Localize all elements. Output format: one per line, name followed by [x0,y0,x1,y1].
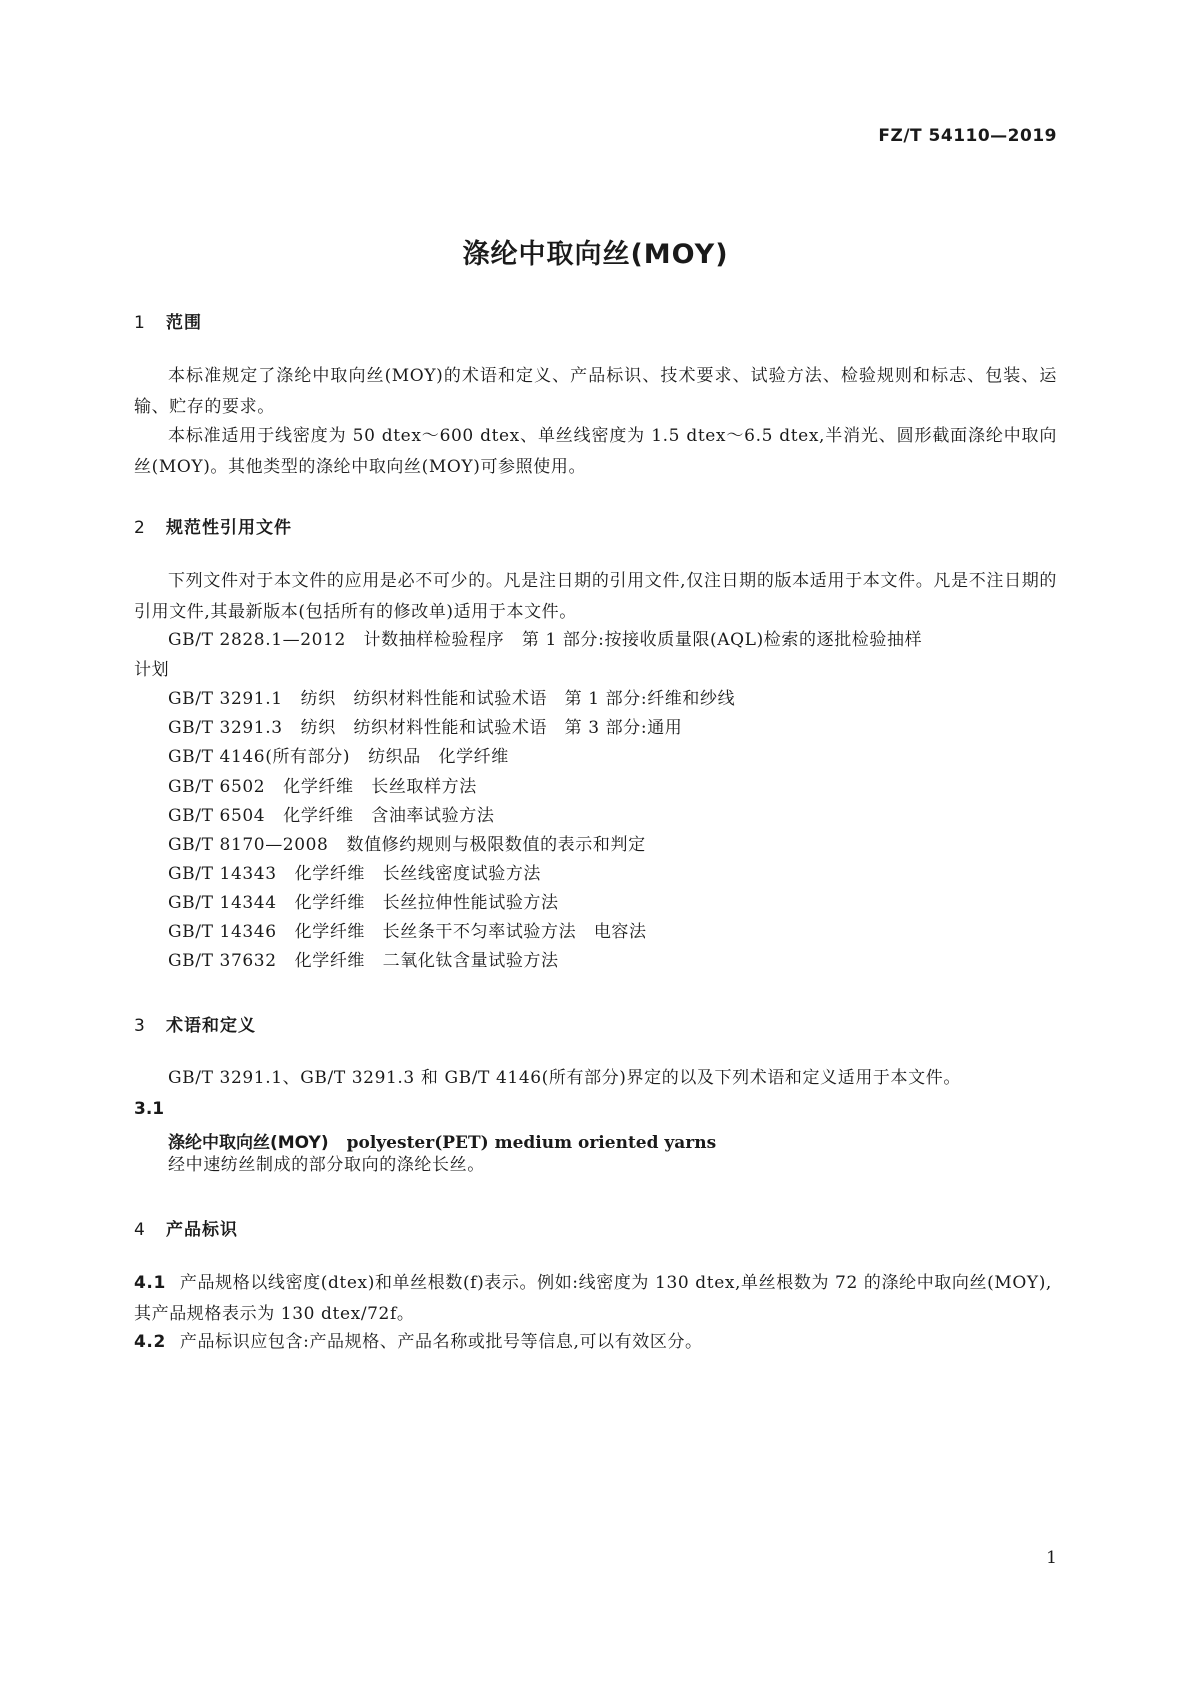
reference-title: 化学纤维 长丝取样方法 [283,777,477,797]
section-2-heading [134,513,292,538]
reference-item [168,772,477,803]
reference-item [168,917,647,948]
section-3-heading [134,1011,256,1036]
reference-code: GB/T 6502 [168,777,266,797]
section-number: 3 [134,1016,146,1036]
reference-code: GB/T 37632 [168,951,277,971]
section-4-heading [134,1215,238,1240]
reference-item [168,742,509,773]
term-name-cn: 涤纶中取向丝(MOY) [168,1133,329,1153]
clause-4-2 [134,1327,1057,1358]
reference-item [168,830,646,861]
reference-title: 纺织 纺织材料性能和试验术语 第 1 部分:纤维和纱线 [300,689,736,709]
reference-title: 化学纤维 长丝线密度试验方法 [294,864,542,884]
reference-item [168,801,494,832]
reference-title: 化学纤维 含油率试验方法 [283,806,495,826]
reference-title: 纺织 纺织材料性能和试验术语 第 3 部分:通用 [300,718,683,738]
section-title: 术语和定义 [166,1016,256,1036]
reference-code: GB/T 14346 [168,922,277,942]
reference-item [168,859,541,890]
clause-text: 产品规格以线密度(dtex)和单丝根数(f)表示。例如:线密度为 130 dtex,单丝根数为 72 的涤纶中取向丝(MOY),其产品规格表示为 130 dtex/72f。 [134,1273,1052,1324]
clause-4-1 [134,1268,1057,1330]
reference-code: GB/T 14343 [168,864,277,884]
term-number: 3.1 [134,1099,165,1119]
clause-text: 产品标识应包含:产品规格、产品名称或批号等信息,可以有效区分。 [179,1332,703,1352]
reference-code: GB/T 3291.3 [168,718,283,738]
term-definition: 经中速纺丝制成的部分取向的涤纶长丝。 [168,1155,485,1175]
references-intro: 下列文件对于本文件的应用是必不可少的。凡是注日期的引用文件,仅注日期的版本适用于本文件。凡是不注日期的引用文件,其最新版本(包括所有的修改单)适用于本文件。 [134,571,1057,622]
reference-title: 纺织品 化学纤维 [368,747,509,767]
reference-title: 化学纤维 二氧化钛含量试验方法 [294,951,559,971]
section-title: 范围 [166,313,202,333]
section-number: 4 [134,1220,146,1240]
reference-item-continuation: 计划 [134,660,170,680]
scope-paragraph-1: 本标准规定了涤纶中取向丝(MOY)的术语和定义、产品标识、技术要求、试验方法、检验规则和标志、包装、运输、贮存的要求。 [134,366,1057,417]
reference-code: GB/T 4146(所有部分) [168,747,351,767]
term-name-en: polyester(PET) medium oriented yarns [346,1133,717,1153]
reference-item [168,946,559,977]
section-1-heading [134,308,202,333]
reference-item: GB/T 2828.1—2012 计数抽样检验程序 第 1 部分:按接收质量限(AQL)检索的逐批检验抽样 [168,630,923,650]
section-title: 产品标识 [166,1220,238,1240]
reference-title: 化学纤维 长丝条干不匀率试验方法 电容法 [294,922,647,942]
reference-item [168,713,682,744]
reference-code: GB/T 3291.1 [168,689,283,709]
clause-number: 4.2 [134,1332,166,1352]
reference-item [168,888,559,919]
terms-intro: GB/T 3291.1、GB/T 3291.3 和 GB/T 4146(所有部分)界定的以及下列术语和定义适用于本文件。 [168,1068,961,1088]
reference-code: GB/T 14344 [168,893,277,913]
clause-number: 4.1 [134,1273,166,1293]
scope-paragraph-2: 本标准适用于线密度为 50 dtex～600 dtex、单丝线密度为 1.5 dtex～6.5 dtex,半消光、圆形截面涤纶中取向丝(MOY)。其他类型的涤纶中取向丝(MOY)可参照使用。 [134,426,1057,477]
section-title: 规范性引用文件 [166,518,292,538]
reference-code: GB/T 6504 [168,806,266,826]
page-number: 1 [1046,1548,1057,1568]
reference-title: 数值修约规则与极限数值的表示和判定 [346,835,646,855]
section-number: 1 [134,313,146,333]
document-title: 涤纶中取向丝(MOY) [462,239,729,270]
reference-item [168,684,735,715]
standard-code: FZ/T 54110—2019 [878,126,1057,146]
reference-title: 化学纤维 长丝拉伸性能试验方法 [294,893,559,913]
section-number: 2 [134,518,146,538]
reference-code: GB/T 8170—2008 [168,835,329,855]
